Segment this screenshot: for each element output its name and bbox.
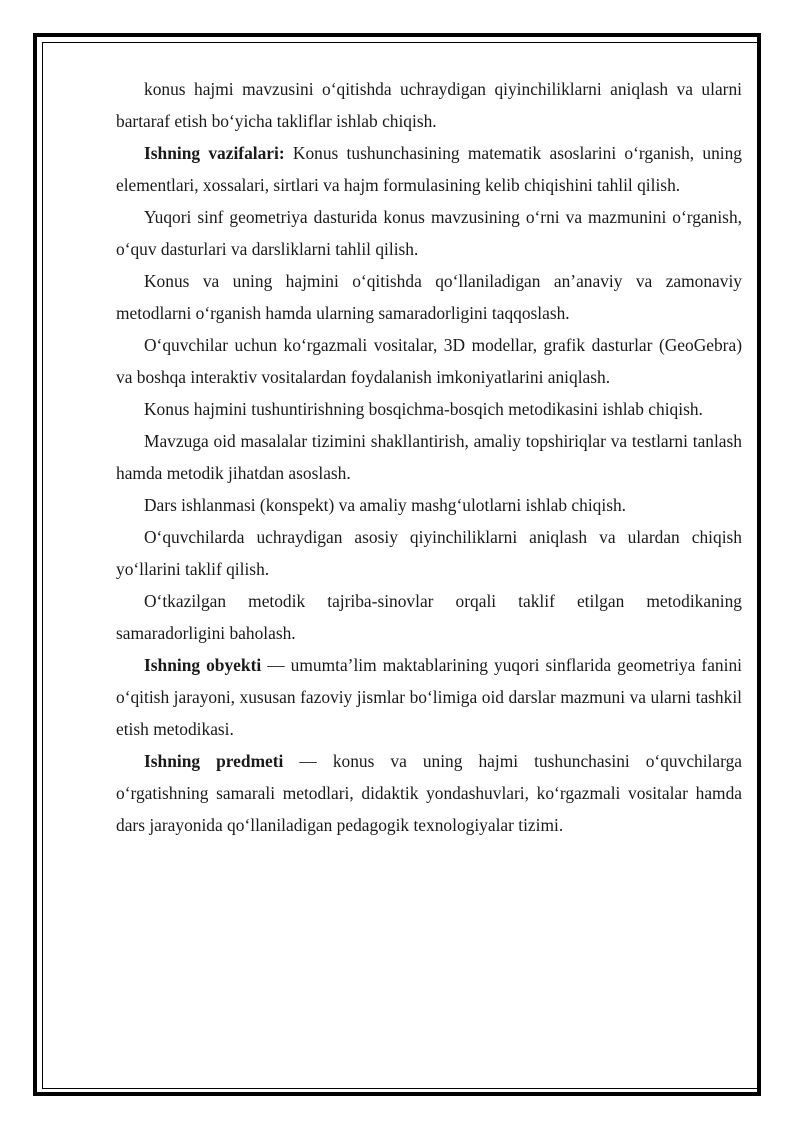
paragraph-text: Konus va uning hajmini o‘qitishda qo‘llaniladigan an’anaviy va zamonaviy metodlarni o‘rganish hamda ularning samaradorligini taqqoslash. [116,271,742,323]
paragraph-text: Yuqori sinf geometriya dasturida konus mavzusining o‘rni va mazmunini o‘rganish, o‘quv dasturlari va darsliklarni tahlil qilish. [116,207,742,259]
paragraph-task-item [116,201,742,265]
paragraph-tasks [116,137,742,201]
paragraph-text: konus hajmi mavzusini o‘qitishda uchraydigan qiyinchiliklarni aniqlash va ularni bartaraf etish bo‘yicha takliflar ishlab chiqish. [116,79,742,131]
paragraph-text: Dars ishlanmasi (konspekt) va amaliy mashg‘ulotlarni ishlab chiqish. [144,495,627,515]
paragraph-text: Mavzuga oid masalalar tizimini shakllantirish, amaliy topshiriqlar va testlarni tanlash hamda metodik jihatdan asoslash. [116,431,742,483]
paragraph-text: Konus hajmini tushuntirishning bosqichma-bosqich metodikasini ishlab chiqish. [144,399,703,419]
paragraph-task-item [116,425,742,489]
paragraph-text: O‘quvchilarda uchraydigan asosiy qiyinchiliklarni aniqlash va ulardan chiqish yo‘llarini taklif qilish. [116,527,742,579]
paragraph-text: O‘tkazilgan metodik tajriba-sinovlar orqali taklif etilgan metodikaning samaradorligini baholash. [116,591,742,643]
paragraph-task-item [116,585,742,649]
paragraph-lead: Ishning obyekti [144,655,262,675]
paragraph-lead: Ishning vazifalari: [144,143,285,163]
paragraph-lead: Ishning predmeti [144,751,284,771]
paragraph-text: Konus tushunchasining matematik asoslarini o‘rganish, uning elementlari, xossalari, sirtlari va hajm formulasining kelib chiqishini tahlil qilish. [116,143,742,195]
paragraph-subject [116,745,742,841]
paragraph-task-item [116,265,742,329]
paragraph-text: — konus va uning hajmi tushunchasini o‘quvchilarga o‘rgatishning samarali metodlari, didaktik yondashuvlari, ko‘rgazmali vositalar hamda dars jarayonida qo‘llaniladigan pedagogik texnologiyalar tizimi. [116,751,743,835]
paragraph-task-item [116,393,742,425]
document-body [116,73,742,841]
paragraph-goal-continuation [116,73,742,137]
paragraph-text: — umumta’lim maktablarining yuqori sinflarida geometriya fanini o‘qitish jarayoni, xususan fazoviy jismlar bo‘limiga oid darslar mazmuni va ularni tashkil etish metodikasi. [116,655,742,739]
paragraph-task-item [116,521,742,585]
paragraph-text: O‘quvchilar uchun ko‘rgazmali vositalar, 3D modellar, grafik dasturlar (GeoGebra) va boshqa interaktiv vositalardan foydalanish imkoniyatlarini aniqlash. [116,335,742,387]
paragraph-task-item [116,329,742,393]
paragraph-object [116,649,742,745]
paragraph-task-item [116,489,742,521]
